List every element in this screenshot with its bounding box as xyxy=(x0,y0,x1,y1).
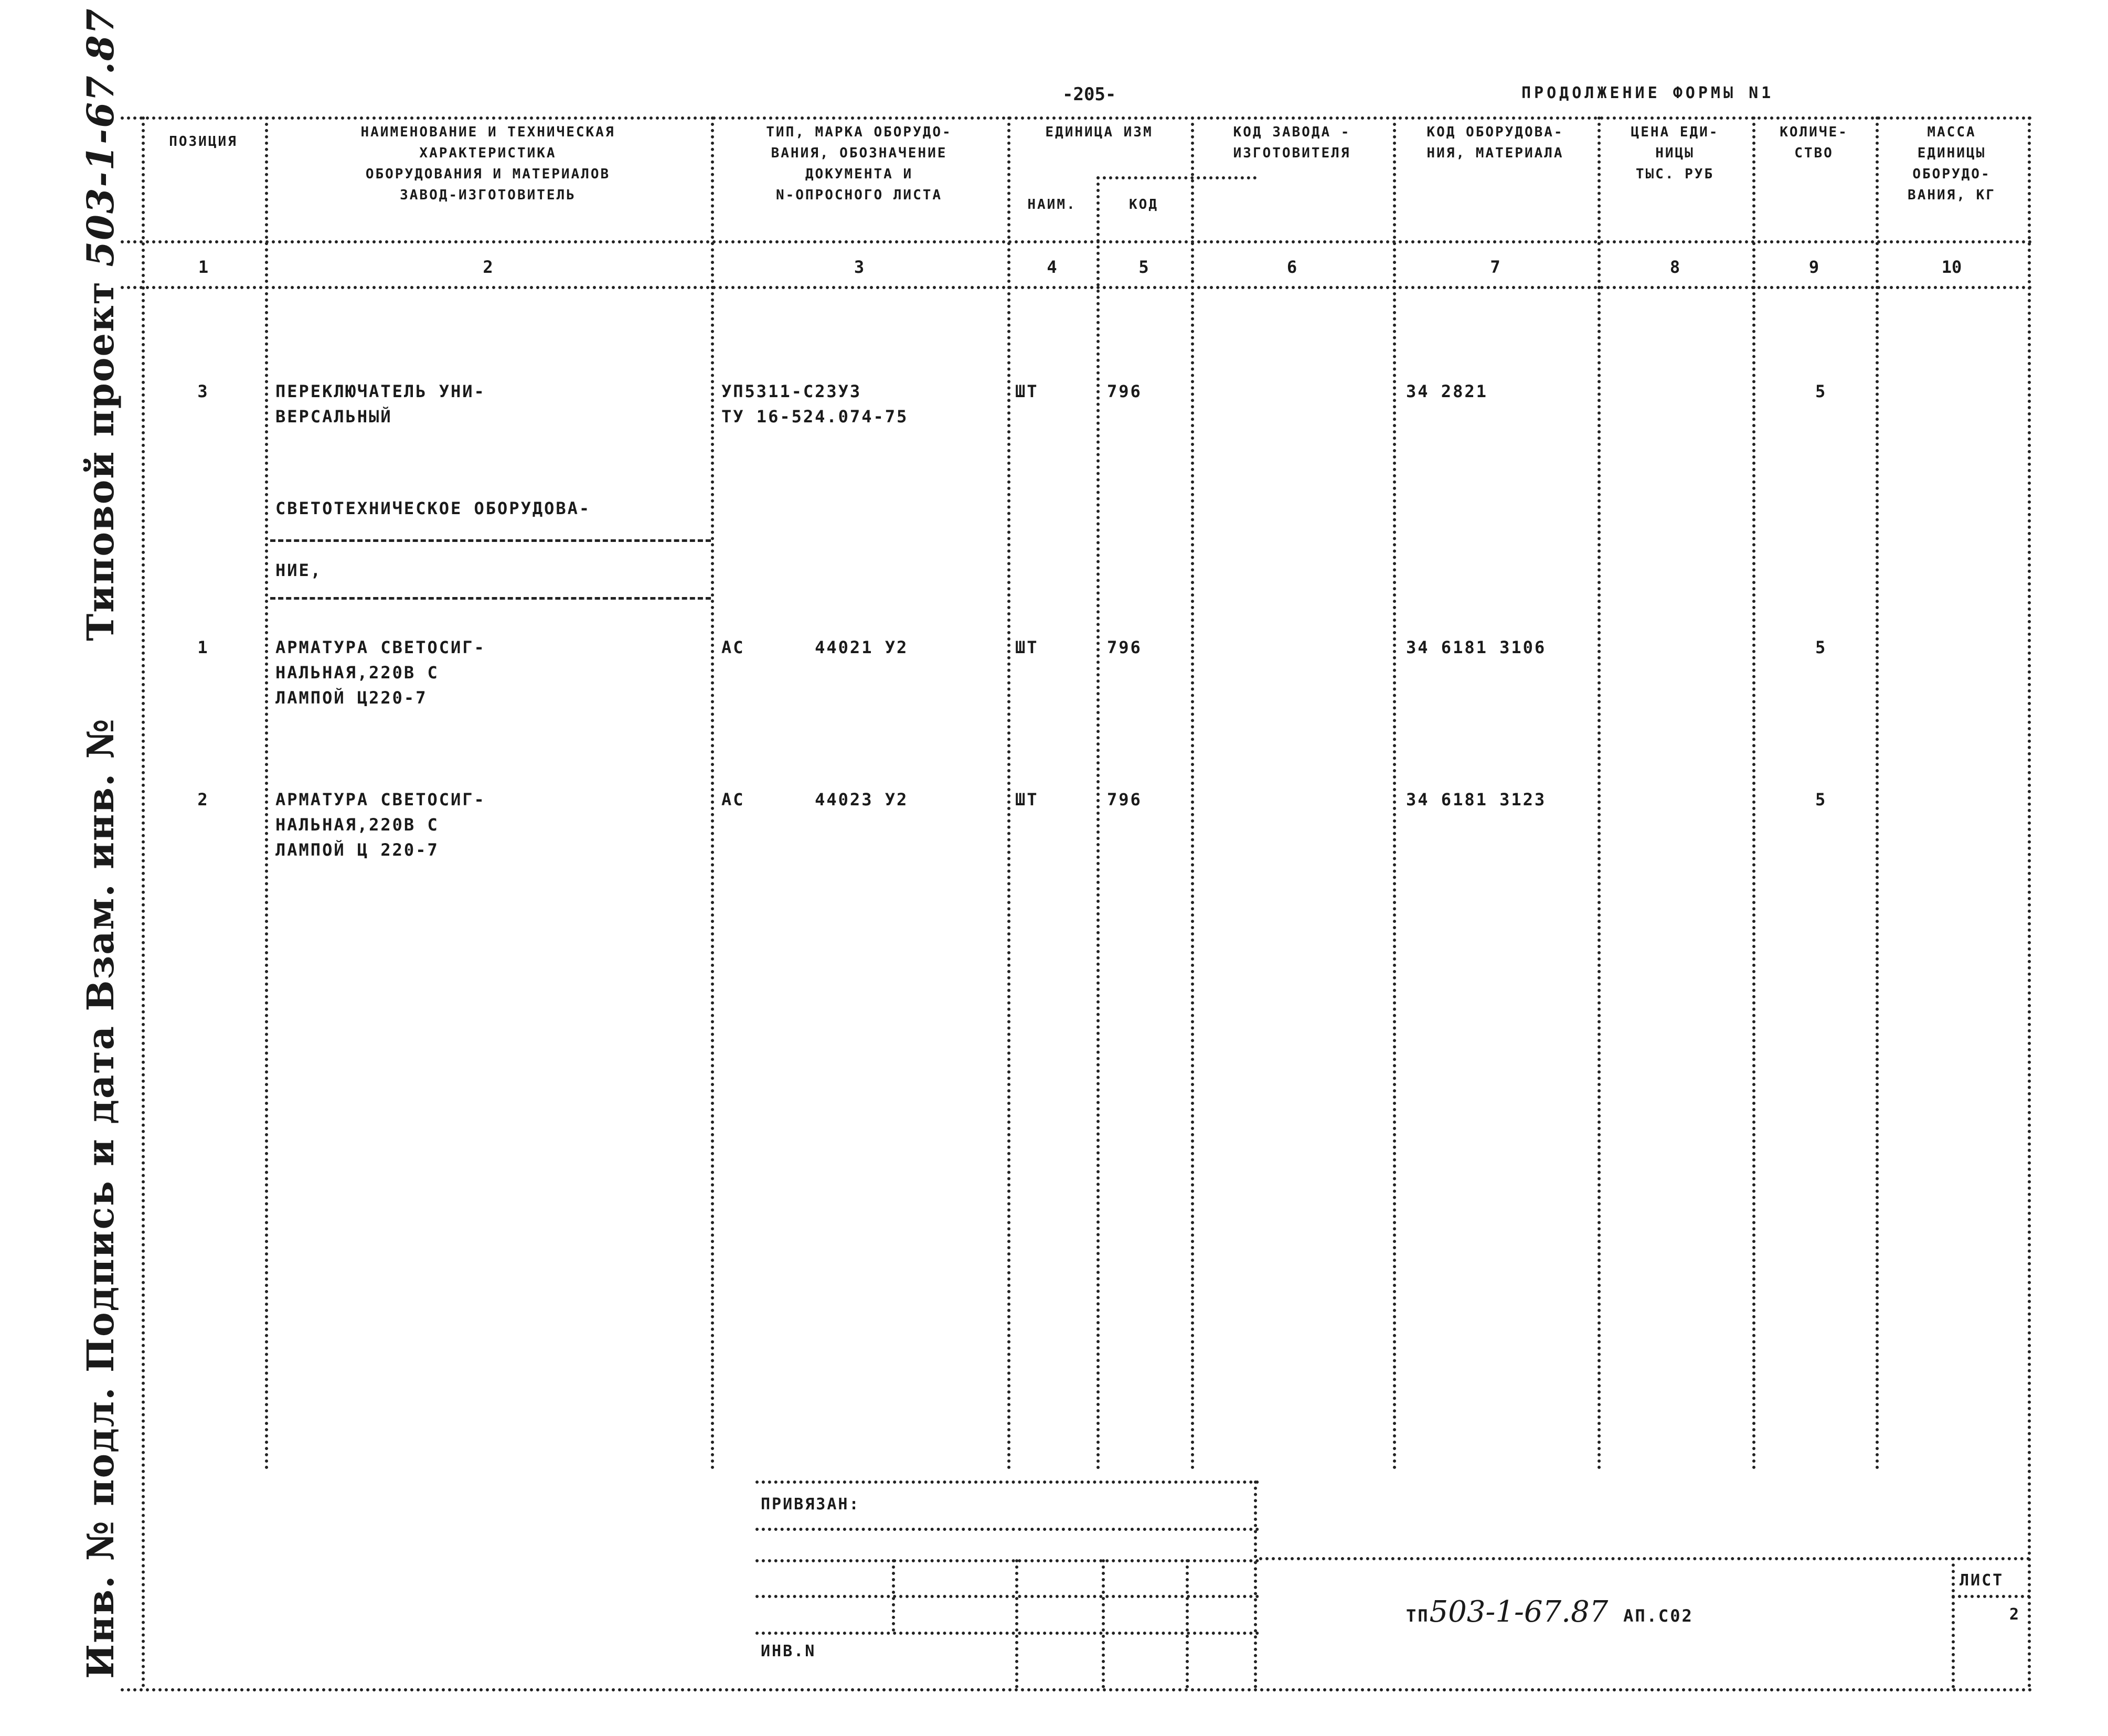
side-project-prefix: Типовой проект xyxy=(79,280,122,641)
row2-name: АРМАТУРА СВЕТОСИГ- НАЛЬНАЯ,220В С ЛАМПОЙ Ц220-7 xyxy=(275,637,486,708)
row1-unit-code: 796 xyxy=(1107,381,1142,401)
inv-label: ИНВ.N xyxy=(761,1642,816,1660)
title-block-top-rule xyxy=(1259,1557,2030,1560)
vline-1 xyxy=(265,116,268,1470)
section-title-divider-1 xyxy=(270,539,711,542)
header-equipment-code: КОД ОБОРУДОВА- НИЯ, МАТЕРИАЛА xyxy=(1426,124,1564,161)
designation-suffix: АП.С02 xyxy=(1623,1606,1694,1626)
row1-unit: ШТ xyxy=(1015,381,1039,401)
continuation-title: ПРОДОЛЖЕНИЕ ФОРМЫ N1 xyxy=(1521,84,1774,102)
colnum-6: 6 xyxy=(1286,257,1297,277)
stamp-sub-vline-4 xyxy=(1186,1559,1189,1688)
document-designation xyxy=(1406,1595,1694,1629)
row2-position: 1 xyxy=(197,637,209,657)
row1-name: ПЕРЕКЛЮЧАТЕЛЬ УНИ- ВЕРСАЛЬНЫЙ xyxy=(275,381,486,427)
stamp-rule-3 xyxy=(755,1595,1259,1598)
colnum-1: 1 xyxy=(198,257,209,277)
section-title-divider-2 xyxy=(270,597,711,600)
header-unit-code: КОД xyxy=(1129,197,1158,212)
vline-2 xyxy=(711,116,714,1470)
colnum-5: 5 xyxy=(1138,257,1149,277)
stamp-top-rule xyxy=(755,1481,1259,1484)
vline-3 xyxy=(1007,116,1010,1470)
attached-label: ПРИВЯЗАН: xyxy=(761,1495,860,1514)
page-number: -205- xyxy=(1062,84,1116,105)
vline-6 xyxy=(1393,116,1396,1470)
colnum-2: 2 xyxy=(483,257,493,277)
header-unit: ЕДИНИЦА ИЗМ xyxy=(1045,124,1153,140)
row3-position: 2 xyxy=(197,790,209,810)
colnum-bottom-rule xyxy=(121,286,2033,289)
section-title-line2: НИЕ, xyxy=(275,560,323,580)
header-position: ПОЗИЦИЯ xyxy=(169,134,238,150)
row3-quantity: 5 xyxy=(1815,790,1827,810)
vline-8 xyxy=(1752,116,1755,1470)
vline-7 xyxy=(1598,116,1601,1470)
row2-quantity: 5 xyxy=(1815,637,1827,657)
side-project-number: 503-1-67.87 xyxy=(79,7,122,267)
colnum-9: 9 xyxy=(1808,257,1819,277)
table-bottom-rule xyxy=(121,1688,2033,1691)
row1-equipment-code: 34 2821 xyxy=(1406,381,1488,401)
stamp-sub-vline-1 xyxy=(892,1559,895,1632)
sheet-vline xyxy=(1952,1557,1955,1688)
row3-unit: ШТ xyxy=(1015,790,1039,810)
row2-unit: ШТ xyxy=(1015,637,1039,657)
side-stamp-columns: Инв. № подл. Подпись и дата Взам. инв. № xyxy=(79,718,122,1679)
row3-name: АРМАТУРА СВЕТОСИГ- НАЛЬНАЯ,220В С ЛАМПОЙ Ц 220-7 xyxy=(275,790,486,860)
row1-type: УП5311-С23У3 ТУ 16-524.074-75 xyxy=(721,381,909,427)
row2-unit-code: 796 xyxy=(1107,637,1142,657)
designation-number: 503-1-67.87 xyxy=(1429,1595,1609,1629)
header-price: ЦЕНА ЕДИ- НИЦЫ ТЫС. РУБ xyxy=(1631,124,1719,182)
row2-equipment-code: 34 6181 3106 xyxy=(1406,637,1547,657)
colnum-10: 10 xyxy=(1941,257,1962,277)
row1-quantity: 5 xyxy=(1815,381,1827,401)
stamp-rule-2 xyxy=(755,1559,1259,1562)
vline-9 xyxy=(1876,116,1879,1470)
side-margin xyxy=(79,0,122,1679)
row2-type: АС 44021 У2 xyxy=(721,637,909,657)
sheet-rule xyxy=(1952,1595,2030,1598)
colnum-7: 7 xyxy=(1490,257,1500,277)
table-top-rule xyxy=(121,116,2033,120)
colnum-4: 4 xyxy=(1047,257,1057,277)
row3-unit-code: 796 xyxy=(1107,790,1142,810)
header-quantity: КОЛИЧЕ- СТВО xyxy=(1780,124,1848,161)
stamp-rule-1 xyxy=(755,1528,1259,1531)
header-mass: МАССА ЕДИНИЦЫ ОБОРУДО- ВАНИЯ, КГ xyxy=(1908,124,1996,203)
colnum-3: 3 xyxy=(854,257,865,277)
designation-prefix: ТП xyxy=(1406,1606,1430,1626)
sheet-label: ЛИСТ xyxy=(1960,1571,2004,1590)
vline-0 xyxy=(142,116,145,1688)
stamp-right-rule xyxy=(1254,1481,1257,1688)
row3-equipment-code: 34 6181 3123 xyxy=(1406,790,1547,810)
colnum-8: 8 xyxy=(1669,257,1680,277)
header-plant-code: КОД ЗАВОДА - ИЗГОТОВИТЕЛЯ xyxy=(1233,124,1351,161)
vline-4 xyxy=(1096,176,1100,1470)
section-title-line1: СВЕТОТЕХНИЧЕСКОЕ ОБОРУДОВА- xyxy=(275,498,591,518)
vline-10 xyxy=(2028,116,2031,1688)
row1-position: 3 xyxy=(197,381,209,401)
header-unit-name: НАИМ. xyxy=(1027,197,1077,212)
unit-sub-rule xyxy=(1096,176,1257,179)
stamp-rule-4 xyxy=(755,1632,1259,1635)
row3-type: АС 44023 У2 xyxy=(721,790,909,810)
header-name: НАИМЕНОВАНИЕ И ТЕХНИЧЕСКАЯ ХАРАКТЕРИСТИКА ОБОРУДОВАНИЯ И МАТЕРИАЛОВ ЗАВОД-ИЗГОТОВИТЕЛЬ xyxy=(360,124,615,203)
header-bottom-rule xyxy=(121,240,2033,243)
stamp-sub-vline-2 xyxy=(1015,1559,1018,1688)
vline-5 xyxy=(1191,116,1194,1470)
stamp-sub-vline-3 xyxy=(1102,1559,1105,1688)
header-type: ТИП, МАРКА ОБОРУДО- ВАНИЯ, ОБОЗНАЧЕНИЕ ДОКУМЕНТА И N-ОПРОСНОГО ЛИСТА xyxy=(766,124,952,203)
sheet-number: 2 xyxy=(2009,1605,2021,1624)
